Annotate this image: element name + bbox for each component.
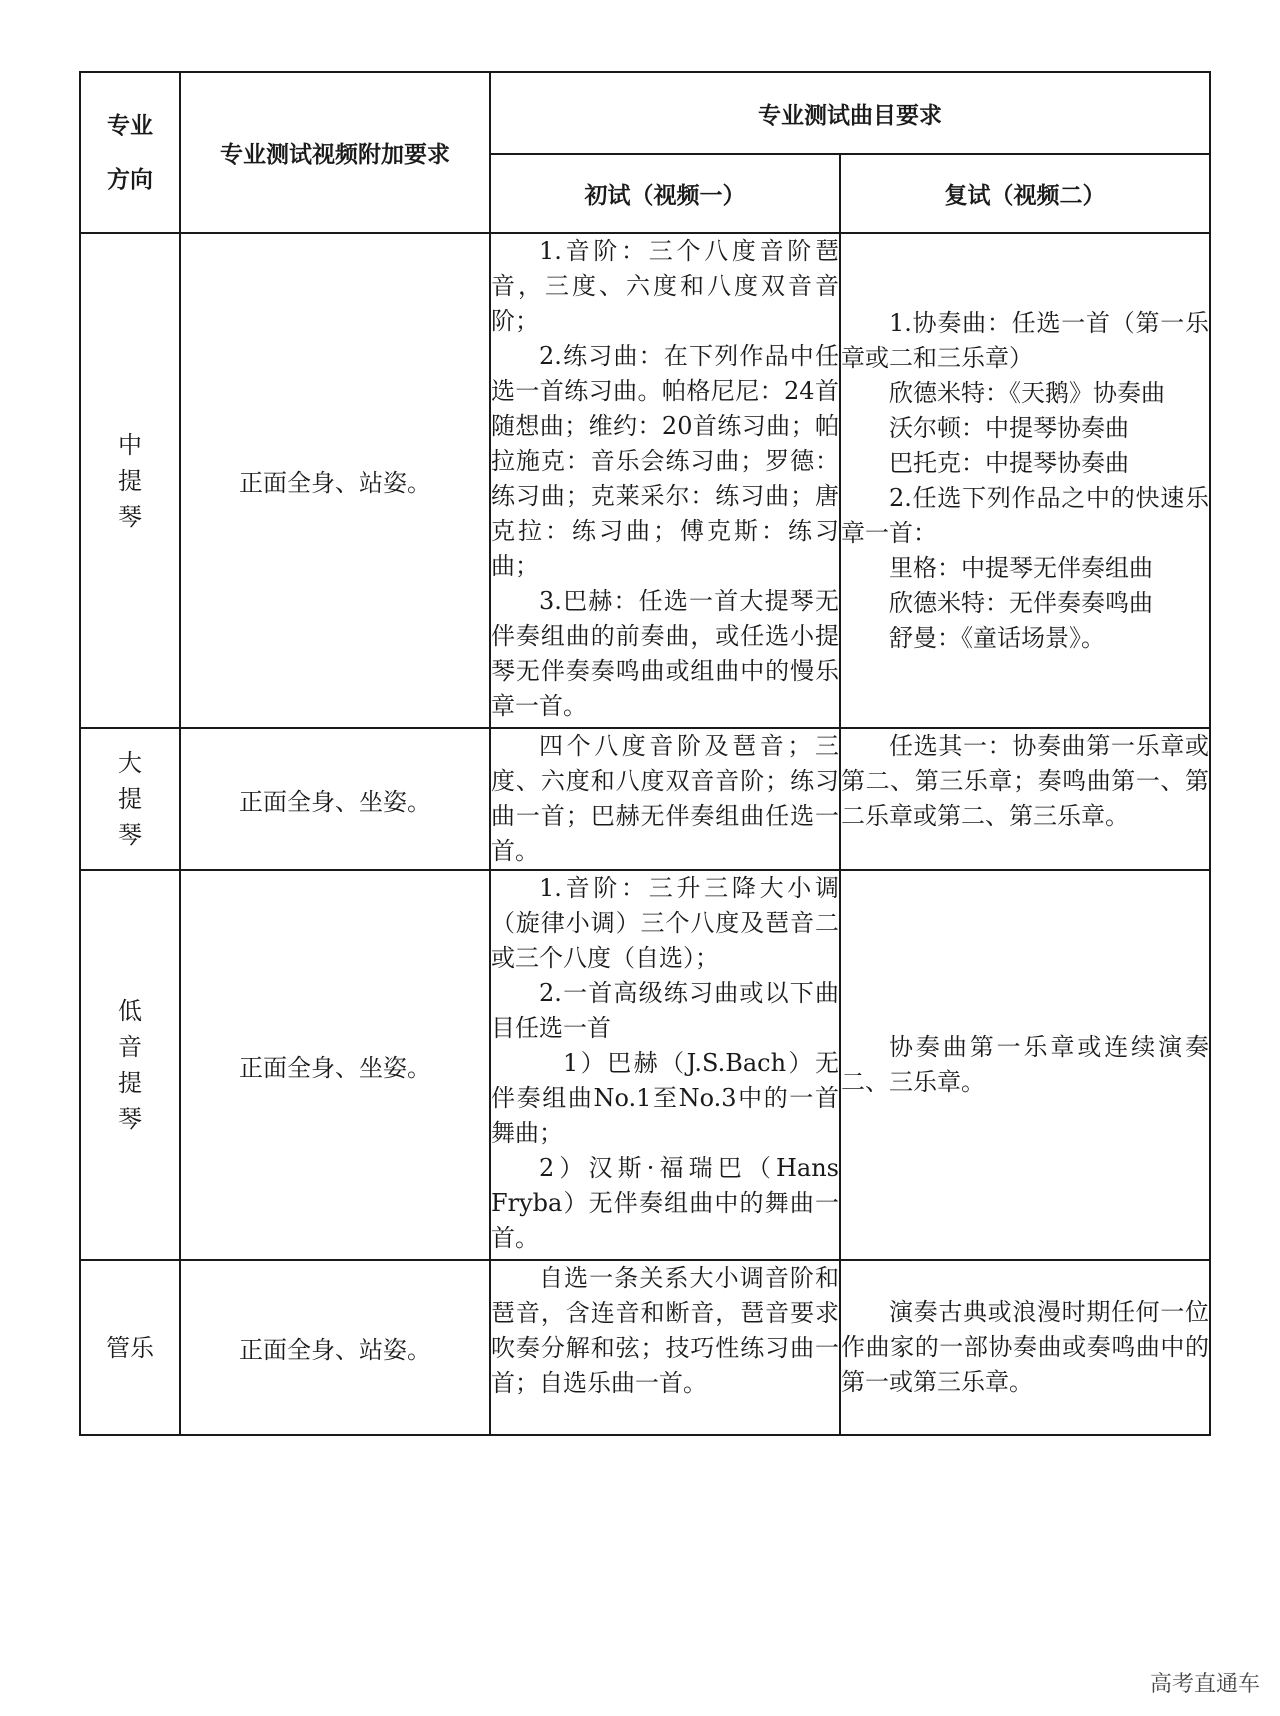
second-round-cell bbox=[840, 728, 1210, 870]
first-round-line: 自选一条关系大小调音阶和琶音，含连音和断音，琶音要求吹奏分解和弦；技巧性练习曲一首；自选乐曲一首。 bbox=[491, 1264, 839, 1397]
second-round-line: 沃尔顿：中提琴协奏曲 bbox=[889, 413, 1129, 442]
second-round-line: 巴托克：中提琴协奏曲 bbox=[889, 448, 1129, 477]
requirements-table bbox=[79, 71, 1211, 1436]
second-round-cell bbox=[840, 233, 1210, 728]
first-round-line: 1.音阶：三升三降大小调（旋律小调）三个八度及琶音二或三个八度（自选）； bbox=[491, 874, 839, 972]
first-round-line: 3.巴赫：任选一首大提琴无伴奏组曲的前奏曲，或任选小提琴无伴奏奏鸣曲或组曲中的慢乐章一首。 bbox=[491, 587, 839, 720]
major-cell bbox=[80, 1260, 180, 1435]
second-round-cell bbox=[840, 1260, 1210, 1435]
major-cell bbox=[80, 233, 180, 728]
video-req-cell: 正面全身、坐姿。 bbox=[180, 728, 490, 870]
major-char: 琴 bbox=[118, 1105, 142, 1133]
major-char: 提 bbox=[118, 1069, 142, 1097]
second-round-line: 协奏曲第一乐章或连续演奏二、三乐章。 bbox=[841, 1033, 1209, 1096]
header-video-req: 专业测试视频附加要求 bbox=[180, 72, 490, 233]
second-round-line: 欣德米特：《天鹅》协奏曲 bbox=[889, 378, 1165, 407]
second-round-line: 任选其一：协奏曲第一乐章或第二、第三乐章；奏鸣曲第一、第二乐章或第二、第三乐章。 bbox=[841, 732, 1209, 830]
second-round-line: 舒曼：《童话场景》。 bbox=[889, 623, 1105, 652]
major-char: 低 bbox=[118, 997, 142, 1025]
first-round-line: 2.一首高级练习曲或以下曲目任选一首 bbox=[491, 979, 839, 1042]
second-round-line: 里格：中提琴无伴奏组曲 bbox=[889, 553, 1153, 582]
first-round-line: 四个八度音阶及琶音；三度、六度和八度双音音阶；练习曲一首；巴赫无伴奏组曲任选一首。 bbox=[491, 732, 839, 865]
major-char: 音 bbox=[118, 1033, 142, 1061]
table-row bbox=[80, 1260, 1210, 1435]
first-round-cell bbox=[490, 233, 840, 728]
major-char: 中 bbox=[118, 430, 142, 459]
major-char: 琴 bbox=[118, 821, 142, 849]
first-round-cell bbox=[490, 728, 840, 870]
major-cell bbox=[80, 728, 180, 870]
major-char: 大 bbox=[118, 749, 142, 777]
watermark-text: 高考直通车 bbox=[1149, 1672, 1260, 1697]
header-first-round: 初试（视频一） bbox=[490, 154, 840, 233]
major-cell bbox=[80, 870, 180, 1260]
video-req-cell: 正面全身、坐姿。 bbox=[180, 870, 490, 1260]
second-round-line: 欣德米特：无伴奏奏鸣曲 bbox=[889, 588, 1153, 617]
video-req-cell: 正面全身、站姿。 bbox=[180, 1260, 490, 1435]
table-row bbox=[80, 728, 1210, 870]
second-round-line: 演奏古典或浪漫时期任何一位作曲家的一部协奏曲或奏鸣曲中的第一或第三乐章。 bbox=[841, 1298, 1209, 1396]
first-round-line: 2.练习曲：在下列作品中任选一首练习曲。帕格尼尼：24首随想曲；维约：20首练习曲；帕拉施克：音乐会练习曲；罗德：练习曲；克莱采尔：练习曲；唐克拉：练习曲；傅克斯：练习曲； bbox=[491, 342, 839, 580]
first-round-line: 2）汉斯·福瑞巴（Hans Fryba）无伴奏组曲中的舞曲一首。 bbox=[491, 1154, 839, 1252]
table-row bbox=[80, 233, 1210, 728]
first-round-cell bbox=[490, 870, 840, 1260]
major-char: 管乐 bbox=[106, 1333, 154, 1362]
first-round-cell bbox=[490, 1260, 840, 1435]
second-round-cell bbox=[840, 870, 1210, 1260]
second-round-line: 1.协奏曲：任选一首（第一乐章或二和三乐章） bbox=[841, 308, 1209, 372]
major-char: 琴 bbox=[118, 502, 142, 531]
first-round-line: 1.音阶：三个八度音阶琶音，三度、六度和八度双音音阶； bbox=[491, 237, 839, 335]
major-char: 提 bbox=[118, 466, 142, 495]
header-major-line2: 方向 bbox=[107, 165, 153, 193]
video-req-cell: 正面全身、站姿。 bbox=[180, 233, 490, 728]
first-round-line: 1）巴赫（J.S.Bach）无伴奏组曲No.1至No.3中的一首舞曲； bbox=[491, 1049, 839, 1147]
header-row-1 bbox=[80, 72, 1210, 154]
major-char: 提 bbox=[118, 785, 142, 813]
table-row bbox=[80, 870, 1210, 1260]
header-repertoire: 专业测试曲目要求 bbox=[490, 72, 1210, 154]
second-round-line: 2.任选下列作品之中的快速乐章一首： bbox=[841, 483, 1209, 547]
header-second-round: 复试（视频二） bbox=[840, 154, 1210, 233]
header-major-line1: 专业 bbox=[107, 111, 153, 139]
header-major bbox=[80, 72, 180, 233]
